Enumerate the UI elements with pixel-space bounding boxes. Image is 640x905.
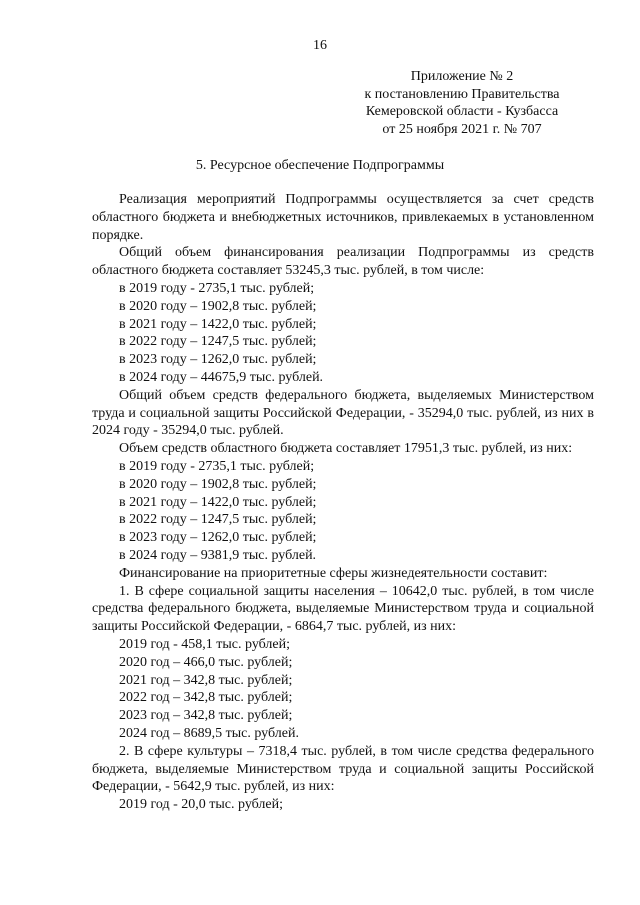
list-item: 2021 год – 342,8 тыс. рублей; (119, 672, 293, 688)
paragraph: Финансирование на приоритетные сферы жизнедеятельности составит: (119, 565, 548, 581)
annex-line: от 25 ноября 2021 г. № 707 (382, 121, 542, 137)
paragraph: Объем средств областного бюджета составляет 17951,3 тыс. рублей, из них: (119, 441, 573, 457)
paragraph: 1. В сфере социальной защиты населения – 10642,0 тыс. рублей, в том числе средства федерального бюджета, выделяемые Министерством труда и социальной защиты Российской Федерации, - 6864,7 тыс. рублей, из них: (92, 583, 594, 635)
paragraph: Общий объем средств федерального бюджета, выделяемых Министерством труда и социальной защиты Российской Федерации, - 35294,0 тыс. рублей, из них в 2024 году - 35294,0 тыс. рублей. (92, 387, 594, 439)
list-item: 2024 год – 8689,5 тыс. рублей. (119, 725, 299, 741)
list-item: в 2021 году – 1422,0 тыс. рублей; (119, 316, 317, 332)
list-item: 2020 год – 466,0 тыс. рублей; (119, 654, 293, 670)
list-item: в 2020 году – 1902,8 тыс. рублей; (119, 298, 317, 314)
list-item: в 2024 году – 44675,9 тыс. рублей. (119, 369, 324, 385)
list-item: 2019 год - 458,1 тыс. рублей; (119, 636, 291, 652)
annex-line: к постановлению Правительства (364, 86, 560, 102)
list-item: в 2022 году – 1247,5 тыс. рублей; (119, 512, 317, 528)
paragraph: Реализация мероприятий Подпрограммы осуществляется за счет средств областного бюджета и внебюджетных источников, привлекаемых в установленном порядке. (92, 192, 594, 243)
list-item: в 2019 году - 2735,1 тыс. рублей; (119, 280, 315, 296)
list-item: в 2019 году - 2735,1 тыс. рублей; (119, 458, 315, 474)
body-text (92, 191, 594, 814)
list-item: в 2023 году – 1262,0 тыс. рублей; (119, 530, 317, 546)
paragraph: 2. В сфере культуры – 7318,4 тыс. рублей, в том числе средства федерального бюджета, выделяемые Министерством труда и социальной защиты Российской Федерации, - 5642,9 тыс. рублей, из них: (92, 743, 594, 795)
list-item: в 2020 году – 1902,8 тыс. рублей; (119, 476, 317, 492)
list-item: в 2022 году – 1247,5 тыс. рублей; (119, 334, 317, 350)
annex-header (337, 68, 587, 138)
list-item: 2022 год – 342,8 тыс. рублей; (119, 690, 293, 706)
annex-line: Кемеровской области - Кузбасса (365, 104, 559, 119)
page-number: 16 (313, 38, 327, 53)
list-item: в 2021 году – 1422,0 тыс. рублей; (119, 494, 317, 510)
list-item: в 2024 году – 9381,9 тыс. рублей. (119, 547, 317, 563)
list-item: в 2023 году – 1262,0 тыс. рублей; (119, 352, 317, 368)
section-title: 5. Ресурсное обеспечение Подпрограммы (195, 158, 445, 173)
paragraph: Общий объем финансирования реализации Подпрограммы из средств областного бюджета составляет 53245,3 тыс. рублей, в том числе: (92, 245, 594, 279)
annex-line: Приложение № 2 (410, 69, 514, 84)
list-item: 2019 год - 20,0 тыс. рублей; (119, 797, 284, 813)
list-item: 2023 год – 342,8 тыс. рублей; (119, 708, 293, 724)
